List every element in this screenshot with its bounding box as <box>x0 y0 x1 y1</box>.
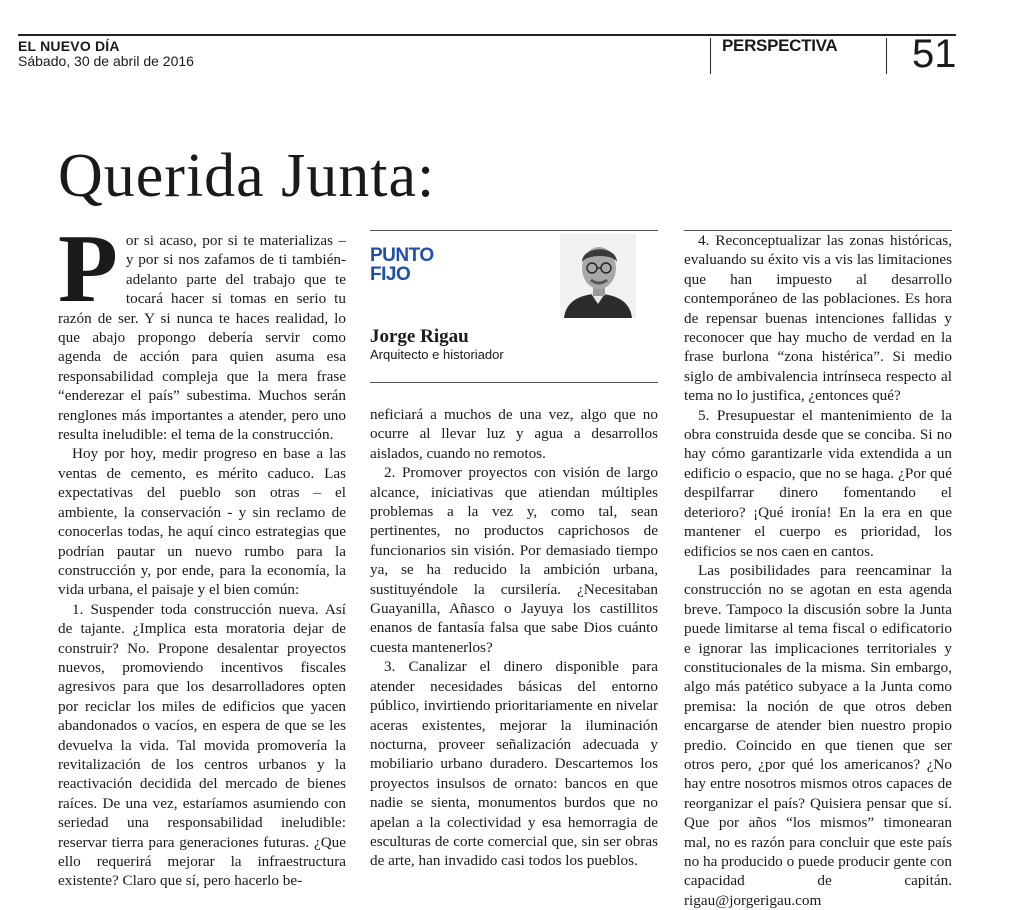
paragraph: Las posibilidades para reencaminar la construcción no se agotan en esta agenda breve. Tampoco la discusión sobre la Junta puede limitarse al tema fiscal o edificatorio e ignorar las implicaciones territoriales y constitucionales de la misma. Sin embargo, algo más patético subyace a la Junta como premisa: la noción de que otros deben encargarse de atender bien nuestro propio predio. Coincido en que tienen que ser otros pero, ¿por qué los americanos? ¿No hay entre nosotros mismos otros capaces de reorganizar el país? Quisiera pensar que sí. Que por años “los mismos” timonearan mal, no es razón para concluir que este país no ha producido o puede producir gente con capacidad de capitán. rigau@jorgerigau.com <box>684 561 952 909</box>
article-column-3 <box>684 231 952 910</box>
paragraph: 1. Suspender toda construcción nueva. Así de tajante. ¿Implica esta moratoria dejar de construir? No. Propone desalentar proyectos nuevos, promoviendo incentivos fiscales agresivos para que los desarrolladores opten por reciclar los miles de edificios que yacen abandonados o vacíos, en espera de que se les devuelva la vida. Tal movida promovería la revitalización de los centros urbanos y la reactivación decidida del mercado de bienes raíces. De una vez, estaríamos asumiendo con seriedad una responsabilidad ineludible: reservar tierra para generaciones futuras. ¿Que ello requerirá mejorar la infraestructura existente? Claro que sí, pero hacerlo be- <box>58 600 346 890</box>
paragraph: 3. Canalizar el dinero disponible para atender necesidades básicas del entorno público, invirtiendo prioritariamente en nivelar aceras existentes, mejorar la iluminación nocturna, proveer señalización adecuada y mobiliario urbano duradero. Descartemos los proyectos insulsos de ornato: bancos en que nadie se sienta, monumentos burdos que no apelan a la colectividad y esa hemorragia de esculturas de corte comercial que, sin ser obras de arte, han invadido casi todos los pueblos. <box>370 658 658 870</box>
newspaper-name: EL NUEVO DÍA <box>18 38 120 54</box>
author-photo <box>560 234 636 318</box>
paragraph: 5. Presupuestar el mantenimiento de la obra construida desde que se conciba. Si no hay cómo garantizarle vida extendida a un edificio o espacio, que no se haga. ¿Por qué despilfarrar dinero fomentando el deterioro? ¡Qué ironía! En la era en que mantener el cuerpo es prioridad, los edificios se nos caen en cantos. <box>684 406 952 560</box>
page-number: 51 <box>912 32 957 76</box>
paragraph: 2. Promover proyectos con visión de largo alcance, iniciativas que atiendan múltiples problemas a la vez y, como tal, sean pertinentes, no productos caprichosos de funcionarios sin visión. Por demasiado tiempo ya, se ha reducido la ambición urbana, sustituyéndole la cursilería. ¿Necesitaban Guayanilla, Añasco o Jayuya los castillitos enanos de fantasía falsa que sabe Dios cuánto cuesta mantenerlos? <box>370 464 658 656</box>
paragraph: neficiará a muchos de una vez, algo que no ocurre al llevar luz y agua a desarrollos aislados, cuando no remotos. <box>370 406 658 462</box>
paragraph: 4. Reconceptualizar las zonas históricas, evaluando su éxito vis a vis las limitaciones que han impuesto al desarrollo contemporáneo de las poblaciones. Es hora de repensar buenas intenciones fallidas y reconocer que hay mucho de verdad en la frase burlona “zona histérica”. Si medio siglo de ambivalencia intrínseca respecto al tema no lo justifica, ¿entonces qué? <box>684 232 952 405</box>
masthead <box>18 38 194 69</box>
article-column-1 <box>58 215 346 891</box>
column-rule <box>370 382 658 383</box>
paragraph: Hoy por hoy, medir progreso en base a las ventas de cemento, es mérito caduco. Las expectativas del pueblo son otras – el ambiente, la conservación - y sin reclamo de conocerlas todas, he aquí cinco estrategias que podrían pautar un nuevo rumbo para la construcción y, por ende, para la economía, la vida urbana, el paisaje y el bien común: <box>58 445 346 599</box>
drop-cap: P <box>58 215 118 323</box>
issue-date: Sábado, 30 de abril de 2016 <box>18 53 194 69</box>
column-rule <box>370 230 658 231</box>
header-divider <box>886 38 887 74</box>
column-label: PUNTO FIJO <box>370 245 434 285</box>
author-name: Jorge Rigau <box>370 326 469 347</box>
article-column-2 <box>370 405 658 871</box>
author-role: Arquitecto e historiador <box>370 347 504 362</box>
article-title: Querida Junta: <box>58 142 436 210</box>
paragraph: Por si acaso, por si te materializas – y por si nos zafamos de ti también- adelanto parte del trabajo que te tocará hacer si tomas en serio tu razón de ser. Y si nunca te haces realidad, lo que abajo propongo debería servir como agenda de acción para quien asuma esa responsabilidad compleja que la mera frase “enderezar el país” subestima. Muchos serán renglones más importantes a atender, pero uno resulta ineludible: el tema de la construcción. <box>58 215 346 444</box>
section-name: PERSPECTIVA <box>722 36 838 55</box>
header-divider <box>710 38 711 74</box>
